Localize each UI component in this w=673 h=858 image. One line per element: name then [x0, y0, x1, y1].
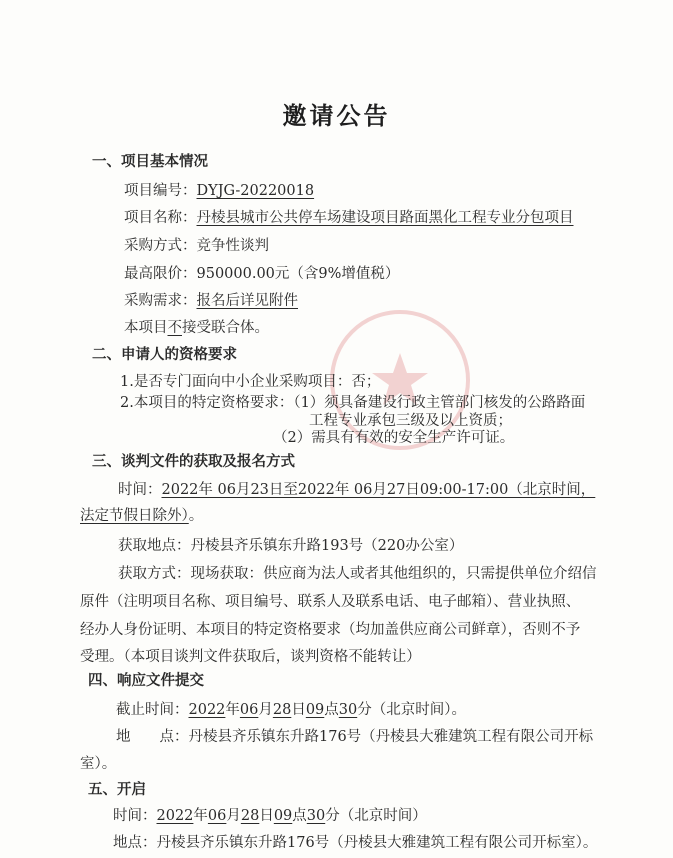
text-line — [124, 292, 298, 310]
underlined-text: 30 — [306, 808, 326, 824]
text-line — [80, 755, 116, 773]
section-heading — [92, 453, 295, 471]
text-line — [120, 373, 380, 391]
text-segment: 年 — [193, 808, 208, 824]
text-line — [124, 265, 399, 283]
text-line — [80, 648, 421, 666]
text-segment: 2.本项目的特定资格要求：（1）须具备建设行政主管部门核发的公路路面 — [120, 395, 586, 411]
text-line — [124, 319, 269, 337]
text-segment: 接受联合体。 — [182, 320, 269, 336]
text-line — [116, 701, 466, 719]
text-segment: 获取方式：现场获取：供应商为法人或者其他组织的，只需提供单位介绍信 — [118, 566, 597, 582]
text-segment: 点 — [292, 808, 307, 824]
text-line — [118, 481, 595, 499]
underlined-text: 法定节假日除外） — [80, 508, 189, 524]
text-line — [273, 429, 514, 447]
text-line — [120, 394, 585, 412]
underlined-text: 2022 — [188, 702, 226, 718]
text-line — [118, 565, 597, 583]
section-heading — [92, 153, 208, 171]
text-segment: 点 — [324, 702, 339, 718]
text-segment: 四、响应文件提交 — [88, 673, 204, 689]
text-segment: 采购方式：竞争性谈判 — [124, 238, 269, 254]
text-segment: 采购需求： — [124, 293, 197, 309]
document-title: 邀请公告 — [282, 102, 391, 130]
text-segment: 月 — [258, 702, 273, 718]
underlined-text: 06 — [239, 702, 259, 718]
underlined-text: 28 — [272, 702, 292, 718]
text-segment: 五、开启 — [88, 782, 146, 798]
underlined-text: DYJG-20220018 — [196, 183, 315, 199]
underlined-text: 报名后详见附件 — [196, 293, 298, 309]
text-segment: 经办人身份证明、本项目的特定资格要求（均加盖供应商公司鲜章），否则不予 — [80, 622, 581, 638]
text-segment: 日 — [291, 702, 306, 718]
text-segment: 受理。（本项目谈判文件获取后，谈判资格不能转让） — [80, 649, 421, 665]
text-segment: 最高限价：950000.00元（含9%增值税） — [124, 266, 400, 282]
underlined-text: 06 — [207, 808, 227, 824]
text-segment: 截止时间： — [116, 702, 189, 718]
underlined-text: 不 — [167, 320, 182, 336]
section-heading — [88, 781, 146, 799]
underlined-text: 2022年 06月23日至2022年 06月27日09:00-17:00（北京时间， — [161, 482, 596, 498]
text-segment: 分（北京时间） — [325, 808, 427, 824]
underlined-text: 2022 — [156, 808, 194, 824]
underlined-text: 09 — [305, 702, 325, 718]
text-segment: 月 — [226, 808, 241, 824]
text-segment: 室）。 — [80, 756, 117, 772]
underlined-text: 09 — [273, 808, 293, 824]
text-segment: 地点：丹棱县齐乐镇东升路176号（丹棱县大雅建筑工程有限公司开标室）。 — [113, 835, 598, 851]
text-line — [113, 807, 427, 825]
text-line — [80, 593, 580, 611]
text-line — [124, 237, 269, 255]
text-segment: 项目编号： — [124, 183, 197, 199]
text-segment: 获取地点：丹棱县齐乐镇东升路193号（220办公室） — [118, 538, 464, 554]
text-line — [80, 621, 580, 639]
text-segment: 时间： — [113, 808, 157, 824]
text-segment: 日 — [259, 808, 274, 824]
section-heading — [92, 346, 237, 364]
text-segment: 分（北京时间）。 — [357, 702, 466, 718]
section-heading — [88, 672, 204, 690]
text-segment: 地 点：丹棱县齐乐镇东升路176号（丹棱县大雅建筑工程有限公司开标 — [116, 729, 594, 745]
text-segment: 一、项目基本情况 — [92, 154, 208, 170]
text-line — [116, 728, 593, 746]
text-segment: 工程专业承包三级及以上资质； — [309, 413, 512, 429]
underlined-text: 30 — [338, 702, 358, 718]
underlined-text: 丹棱县城市公共停车场建设项目路面黑化工程专业分包项目 — [196, 210, 574, 226]
text-line — [124, 182, 314, 200]
text-segment: 原件（注明项目名称、项目编号、联系人及联系电话、电子邮箱）、营业执照、 — [80, 594, 581, 610]
text-segment: 项目名称： — [124, 210, 197, 226]
text-segment: 本项目 — [124, 320, 168, 336]
text-line — [124, 209, 574, 227]
text-line — [113, 834, 597, 852]
text-segment: （2）需具有有效的安全生产许可证。 — [273, 430, 515, 446]
text-segment: 三、谈判文件的获取及报名方式 — [92, 454, 295, 470]
text-line — [80, 507, 203, 525]
underlined-text: 28 — [240, 808, 260, 824]
text-segment: 1.是否专门面向中小企业采购项目：否； — [120, 374, 381, 390]
text-segment: 时间： — [118, 482, 162, 498]
text-line — [309, 412, 512, 430]
text-segment: 年 — [225, 702, 240, 718]
text-segment: 二、申请人的资格要求 — [92, 347, 237, 363]
text-segment: 。 — [188, 508, 204, 524]
text-line — [118, 537, 463, 555]
